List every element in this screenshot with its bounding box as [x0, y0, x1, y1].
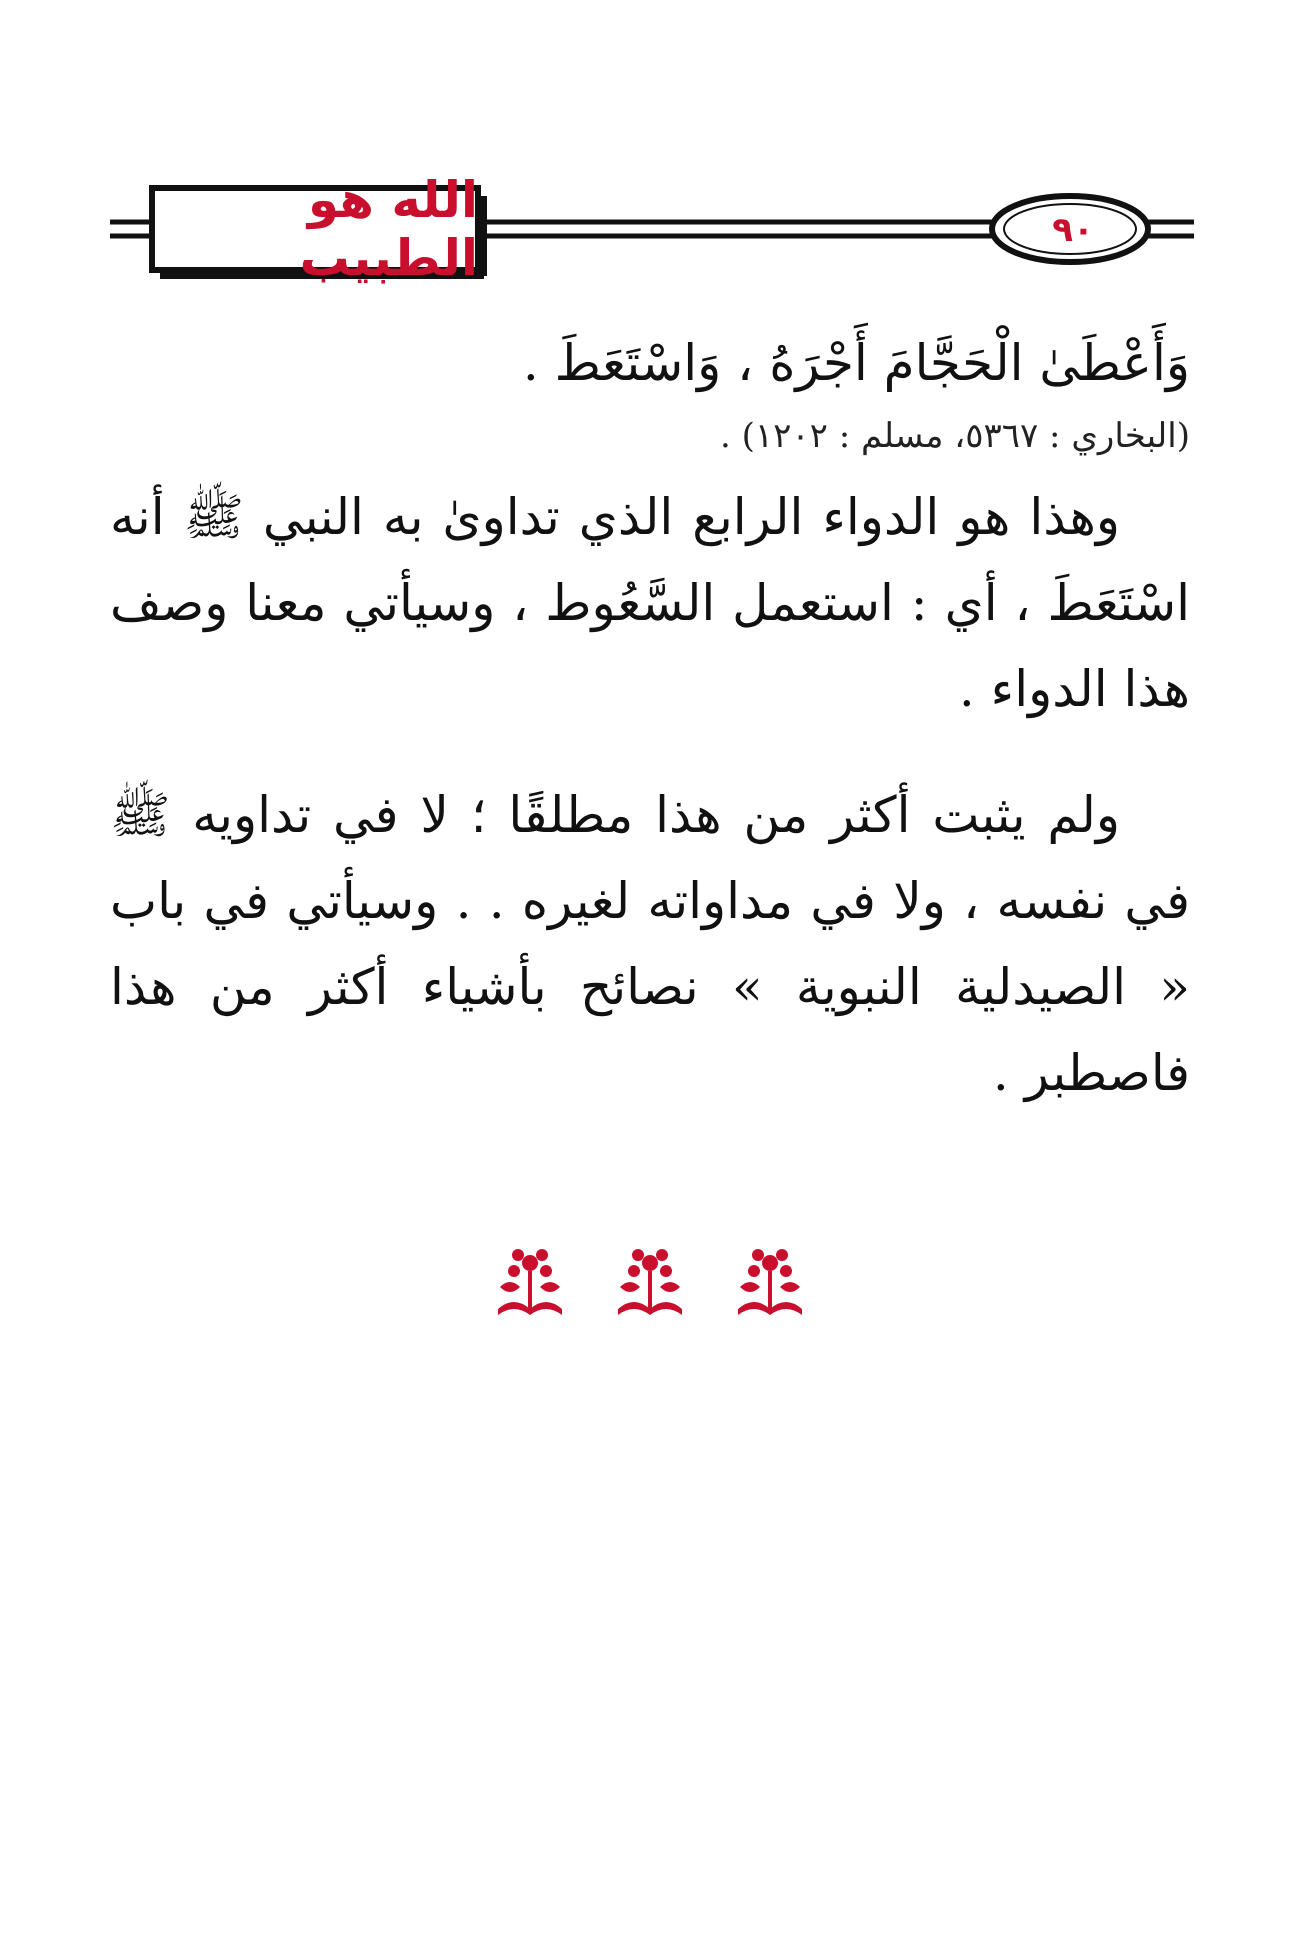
hadith-line: وَأَعْطَىٰ الْحَجَّامَ أَجْرَهُ ، وَاسْتَعَطَ .	[522, 334, 1190, 392]
floral-ornament-icon	[730, 1241, 810, 1321]
paragraph-2: ولم يثبت أكثر من هذا مطلقًا ؛ لا في تداويه ﷺ في نفسه ، ولا في مداواته لغيره . . وسيأتي في باب « الصيدلية النبوية » نصائح بأشياء أكثر من هذا فاصطبر .	[110, 786, 1190, 1102]
paragraph-1: وهذا هو الدواء الرابع الذي تداوىٰ به النبي ﷺ أنه اسْتَعَطَ ، أي : استعمل السَّعُوط ، وسيأتي معنا وصف هذا الدواء .	[110, 488, 1190, 718]
section-divider	[490, 1236, 810, 1326]
hadith-source: (البخاري : ٥٣٦٧، مسلم : ١٢٠٢) .	[719, 416, 1190, 456]
running-title: الله هو الطبيب	[299, 171, 478, 287]
page-number: ٩٠	[1052, 210, 1094, 250]
page-header	[0, 0, 1304, 300]
floral-ornament-icon	[490, 1241, 570, 1321]
page-body	[110, 320, 1190, 1116]
floral-ornament-icon	[610, 1241, 690, 1321]
